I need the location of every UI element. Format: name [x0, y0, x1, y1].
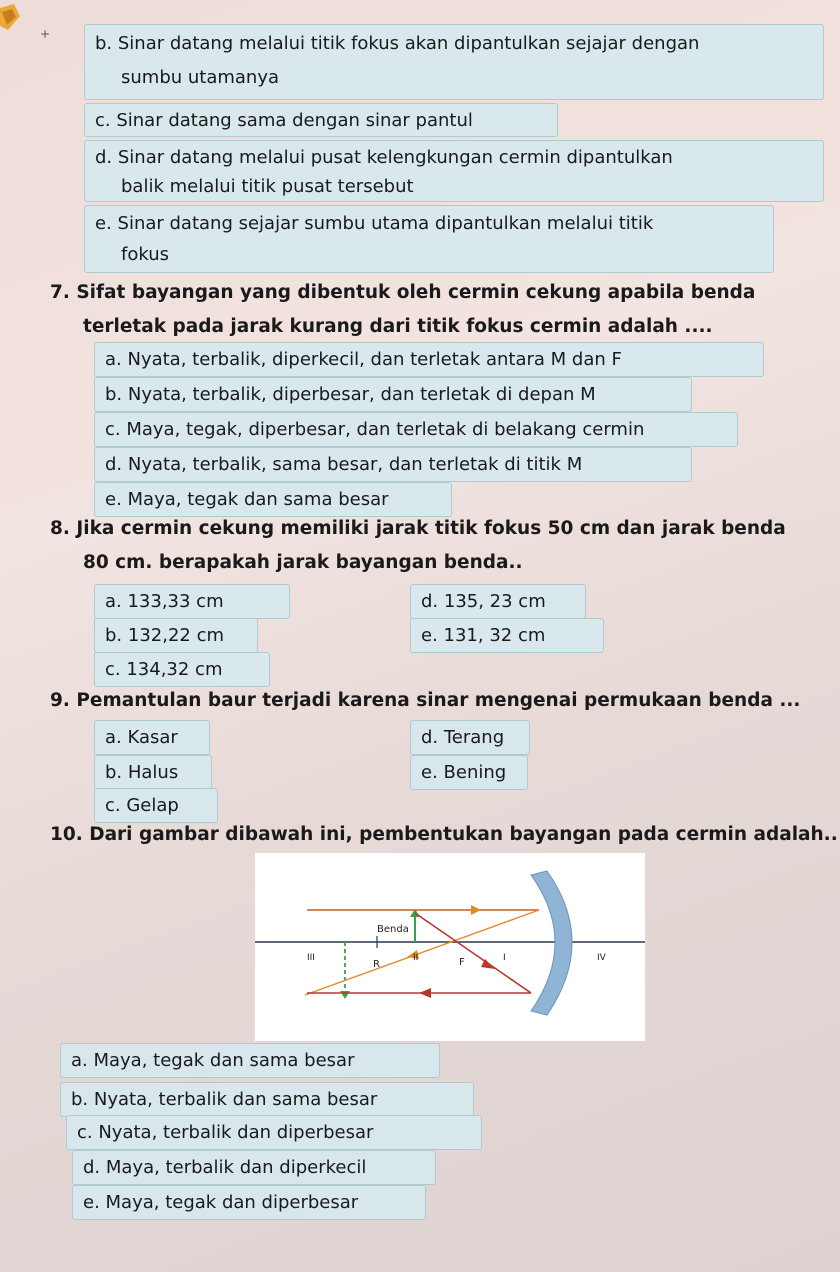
q9-option-c[interactable]: c. Gelap	[94, 788, 218, 823]
q6-option-e[interactable]: e. Sinar datang sejajar sumbu utama dipantulkan melalui titik fokus	[84, 205, 774, 273]
q6-option-d[interactable]: d. Sinar datang melalui pusat kelengkungan cermin dipantulkan balik melalui titik pusat tersebut	[84, 140, 824, 202]
ray-reflected-parallel-arrowhead	[419, 988, 431, 998]
q9-option-b[interactable]: b. Halus	[94, 755, 212, 790]
question-10	[50, 818, 838, 852]
question-8	[50, 512, 786, 580]
q9-option-d[interactable]: d. Terang	[410, 720, 530, 755]
question-7-line2: terletak pada jarak kurang dari titik fokus cermin adalah ....	[83, 316, 713, 337]
q7-option-b[interactable]: b. Nyata, terbalik, diperbesar, dan terletak di depan M	[94, 377, 692, 412]
q7-option-a[interactable]: a. Nyata, terbalik, diperkecil, dan terletak antara M dan F	[94, 342, 764, 377]
q10-option-e[interactable]: e. Maya, tegak dan diperbesar	[72, 1185, 426, 1220]
ray-diagram-svg	[255, 853, 645, 1041]
q10-option-b[interactable]: b. Nyata, terbalik dan sama besar	[60, 1082, 474, 1117]
question-8-line1: 8. Jika cermin cekung memiliki jarak titik fokus 50 cm dan jarak benda	[50, 518, 786, 539]
q8-option-a[interactable]: a. 133,33 cm	[94, 584, 290, 619]
q8-option-d[interactable]: d. 135, 23 cm	[410, 584, 586, 619]
q10-option-a[interactable]: a. Maya, tegak dan sama besar	[60, 1043, 440, 1078]
label-ii: II	[413, 953, 419, 963]
q6-option-c[interactable]: c. Sinar datang sama dengan sinar pantul	[84, 103, 558, 137]
q6-option-b[interactable]: b. Sinar datang melalui titik fokus akan dipantulkan sejajar dengan sumbu utamanya	[84, 24, 824, 100]
question-7	[50, 276, 755, 344]
q7-option-d[interactable]: d. Nyata, terbalik, sama besar, dan terletak di titik M	[94, 447, 692, 482]
question-8-line2: 80 cm. berapakah jarak bayangan benda..	[83, 552, 523, 573]
question-9	[50, 684, 800, 718]
q8-option-b[interactable]: b. 132,22 cm	[94, 618, 258, 653]
q8-option-e[interactable]: e. 131, 32 cm	[410, 618, 604, 653]
question-9-line1: 9. Pemantulan baur terjadi karena sinar mengenai permukaan benda ...	[50, 690, 801, 711]
svg-text:+: +	[40, 27, 51, 41]
q9-option-e[interactable]: e. Bening	[410, 755, 528, 790]
question-7-line1: 7. Sifat bayangan yang dibentuk oleh cermin cekung apabila benda	[50, 282, 756, 303]
label-f: F	[459, 957, 465, 968]
ray-parallel-arrowhead	[471, 905, 481, 915]
label-r: R	[373, 959, 380, 970]
question-10-line1: 10. Dari gambar dibawah ini, pembentukan bayangan pada cermin adalah..	[50, 824, 838, 845]
q7-option-c[interactable]: c. Maya, tegak, diperbesar, dan terletak di belakang cermin	[94, 412, 738, 447]
q7-option-e[interactable]: e. Maya, tegak dan sama besar	[94, 482, 452, 517]
ray-focus-incoming	[415, 913, 531, 993]
q10-option-d[interactable]: d. Maya, terbalik dan diperkecil	[72, 1150, 436, 1185]
q10-option-c[interactable]: c. Nyata, terbalik dan diperbesar	[66, 1115, 482, 1150]
label-iii: III	[307, 953, 315, 963]
label-iv: IV	[597, 953, 606, 963]
concave-mirror	[531, 871, 572, 1015]
mirror-ray-diagram	[255, 853, 645, 1041]
label-i: I	[503, 953, 506, 963]
corner-decoration	[0, 0, 60, 50]
q8-option-c[interactable]: c. 134,32 cm	[94, 652, 270, 687]
label-benda: Benda	[377, 924, 409, 935]
q9-option-a[interactable]: a. Kasar	[94, 720, 210, 755]
